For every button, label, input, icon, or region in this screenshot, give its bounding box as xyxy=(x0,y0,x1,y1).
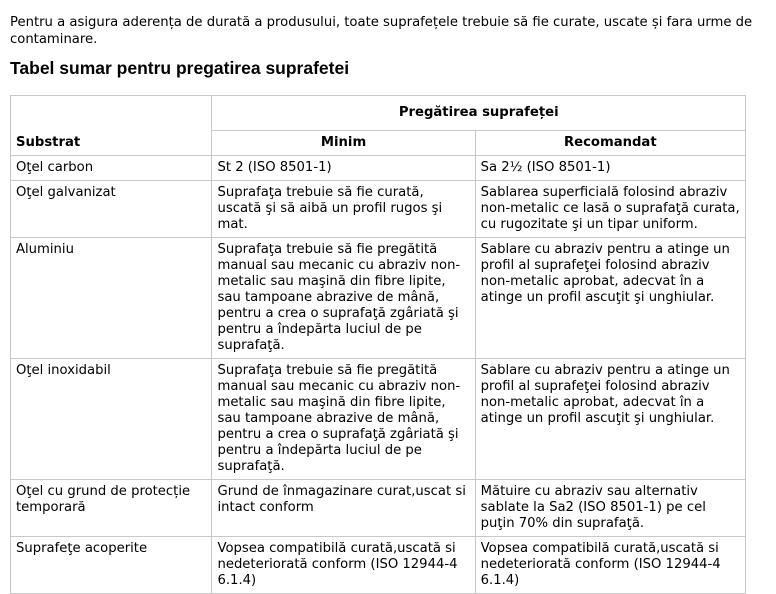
intro-paragraph: Pentru a asigura aderența de durată a produsului, toate suprafețele trebuie să fie curate, uscate și fara urme de contaminare. xyxy=(10,15,753,47)
surface-prep-table xyxy=(10,95,746,594)
cell-min: Suprafaţa trebuie să fie pregătită manual sau mecanic cu abraziv non-metalic sau maşină din fibre lipite, sau tampoane abrazive de mână, pentru a crea o suprafaţă zgâriată şi pentru a îndepărta luciul de pe suprafaţă. xyxy=(212,359,475,480)
cell-substrate: Oţel galvanizat xyxy=(11,181,212,238)
table-row xyxy=(11,480,746,537)
cell-recommended: Sablare cu abraziv pentru a atinge un profil al suprafeţei folosind abraziv non-metalic aprobat, adecvat în a atinge un profil ascuţit şi unghiular. xyxy=(475,359,745,480)
table-title: Tabel sumar pentru pregatirea suprafetei xyxy=(10,58,350,78)
cell-substrate: Suprafeţe acoperite xyxy=(11,537,212,594)
cell-min: Grund de înmagazinare curat,uscat si intact conform xyxy=(212,480,475,537)
cell-min: Suprafaţa trebuie să fie pregătită manual sau mecanic cu abraziv non-metalic sau maşină din fibre lipite, sau tampoane abrazive de mână, pentru a crea o suprafaţă zgâriată şi pentru a îndepărta luciul de pe suprafaţă. xyxy=(212,238,475,359)
table-row xyxy=(11,156,746,181)
cell-substrate: Aluminiu xyxy=(11,238,212,359)
cell-recommended: Vopsea compatibilă curată,uscată si nedeteriorată conform (ISO 12944-4 6.1.4) xyxy=(475,537,745,594)
cell-substrate: Oţel cu grund de protecție temporară xyxy=(11,480,212,537)
table-row xyxy=(11,181,746,238)
cell-recommended: Sa 2½ (ISO 8501-1) xyxy=(475,156,745,181)
header-min: Minim xyxy=(212,131,475,156)
table-row xyxy=(11,537,746,594)
table-row xyxy=(11,238,746,359)
cell-min: Suprafaţa trebuie să fie curată, uscată şi să aibă un profil rugos şi mat. xyxy=(212,181,475,238)
cell-recommended: Mătuire cu abraziv sau alternativ sablate la Sa2 (ISO 8501-1) pe cel puţin 70% din suprafaţă. xyxy=(475,480,745,537)
header-substrate: Substrat xyxy=(11,131,212,156)
header-row-group xyxy=(11,96,746,131)
cell-recommended: Sablare cu abraziv pentru a atinge un profil al suprafeţei folosind abraziv non-metalic aprobat, adecvat în a atinge un profil ascuţit şi unghiular. xyxy=(475,238,745,359)
header-recommended: Recomandat xyxy=(475,131,745,156)
cell-min: Vopsea compatibilă curată,uscată si nedeteriorată conform (ISO 12944-4 6.1.4) xyxy=(212,537,475,594)
table-row xyxy=(11,359,746,480)
cell-substrate: Oţel carbon xyxy=(11,156,212,181)
header-surface-prep: Pregătirea suprafeței xyxy=(212,96,746,131)
cell-min: St 2 (ISO 8501-1) xyxy=(212,156,475,181)
cell-substrate: Oţel inoxidabil xyxy=(11,359,212,480)
header-blank-cell xyxy=(11,96,212,131)
cell-recommended: Sablarea superficială folosind abraziv non-metalic ce lasă o suprafaţă curata, cu rugozitate şi un tipar uniform. xyxy=(475,181,745,238)
header-row-columns xyxy=(11,131,746,156)
